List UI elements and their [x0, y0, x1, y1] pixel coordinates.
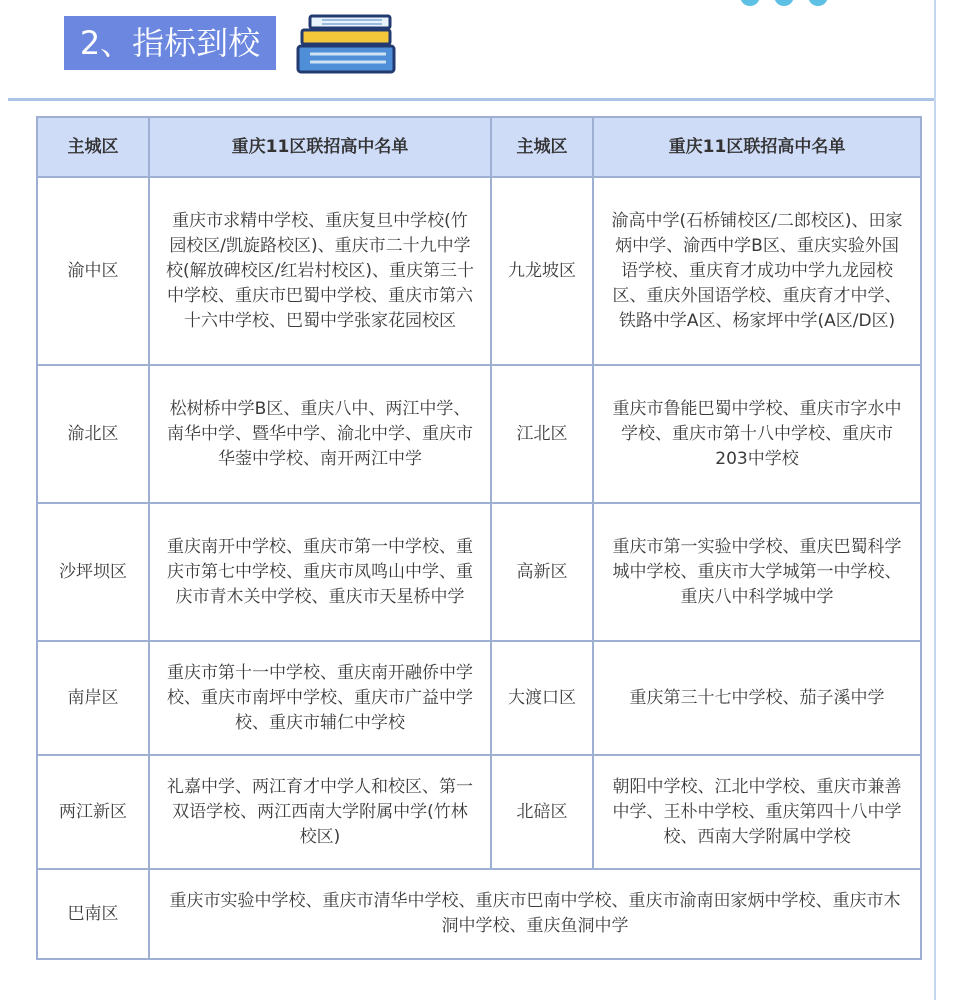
district-cell: 九龙坡区 — [491, 177, 593, 365]
schools-cell: 重庆市第十一中学校、重庆南开融侨中学校、重庆市南坪中学校、重庆市广益中学校、重庆市辅仁中学校 — [149, 641, 491, 755]
schools-cell: 重庆第三十七中学校、茄子溪中学 — [593, 641, 921, 755]
column-header-district: 主城区 — [37, 117, 149, 177]
district-cell: 两江新区 — [37, 755, 149, 869]
books-icon — [296, 14, 400, 80]
schools-cell: 重庆市实验中学校、重庆市清华中学校、重庆市巴南中学校、重庆市渝南田家炳中学校、重庆市木洞中学校、重庆鱼洞中学 — [149, 869, 921, 959]
dot-icon — [740, 0, 760, 6]
table-row — [37, 365, 921, 503]
table-row — [37, 755, 921, 869]
decorative-dots — [740, 0, 842, 10]
district-cell: 渝中区 — [37, 177, 149, 365]
table-row — [37, 641, 921, 755]
district-cell: 南岸区 — [37, 641, 149, 755]
district-cell: 北碚区 — [491, 755, 593, 869]
district-cell: 沙坪坝区 — [37, 503, 149, 641]
schools-cell: 重庆市求精中学校、重庆复旦中学校(竹园校区/凯旋路校区)、重庆市二十九中学校(解放碑校区/红岩村校区)、重庆第三十中学校、重庆市巴蜀中学校、重庆市第六十六中学校、巴蜀中学张家花园校区 — [149, 177, 491, 365]
schools-cell: 松树桥中学B区、重庆八中、两江中学、南华中学、暨华中学、渝北中学、重庆市华蓥中学校、南开两江中学 — [149, 365, 491, 503]
district-cell: 巴南区 — [37, 869, 149, 959]
table-row — [37, 177, 921, 365]
dot-icon — [774, 0, 794, 6]
column-header-schools: 重庆11区联招高中名单 — [149, 117, 491, 177]
district-cell: 大渡口区 — [491, 641, 593, 755]
district-cell: 高新区 — [491, 503, 593, 641]
dot-icon — [808, 0, 828, 6]
section-title: 2、指标到校 — [64, 16, 276, 70]
column-header-district: 主城区 — [491, 117, 593, 177]
header-divider — [8, 98, 934, 101]
schools-cell: 重庆南开中学校、重庆市第一中学校、重庆市第七中学校、重庆市凤鸣山中学、重庆市青木关中学校、重庆市天星桥中学 — [149, 503, 491, 641]
schools-cell: 礼嘉中学、两江育才中学人和校区、第一双语学校、两江西南大学附属中学(竹林校区) — [149, 755, 491, 869]
table-row — [37, 869, 921, 959]
district-cell: 江北区 — [491, 365, 593, 503]
district-cell: 渝北区 — [37, 365, 149, 503]
schools-table — [36, 116, 922, 960]
column-header-schools: 重庆11区联招高中名单 — [593, 117, 921, 177]
schools-cell: 渝高中学(石桥铺校区/二郎校区)、田家炳中学、渝西中学B区、重庆实验外国语学校、重庆育才成功中学九龙园校区、重庆外国语学校、重庆育才中学、铁路中学A区、杨家坪中学(A区/D区) — [593, 177, 921, 365]
schools-cell: 重庆市第一实验中学校、重庆巴蜀科学城中学校、重庆市大学城第一中学校、重庆八中科学城中学 — [593, 503, 921, 641]
schools-cell: 朝阳中学校、江北中学校、重庆市兼善中学、王朴中学校、重庆第四十八中学校、西南大学附属中学校 — [593, 755, 921, 869]
schools-cell: 重庆市鲁能巴蜀中学校、重庆市字水中学校、重庆市第十八中学校、重庆市203中学校 — [593, 365, 921, 503]
table-header-row — [37, 117, 921, 177]
table-row — [37, 503, 921, 641]
